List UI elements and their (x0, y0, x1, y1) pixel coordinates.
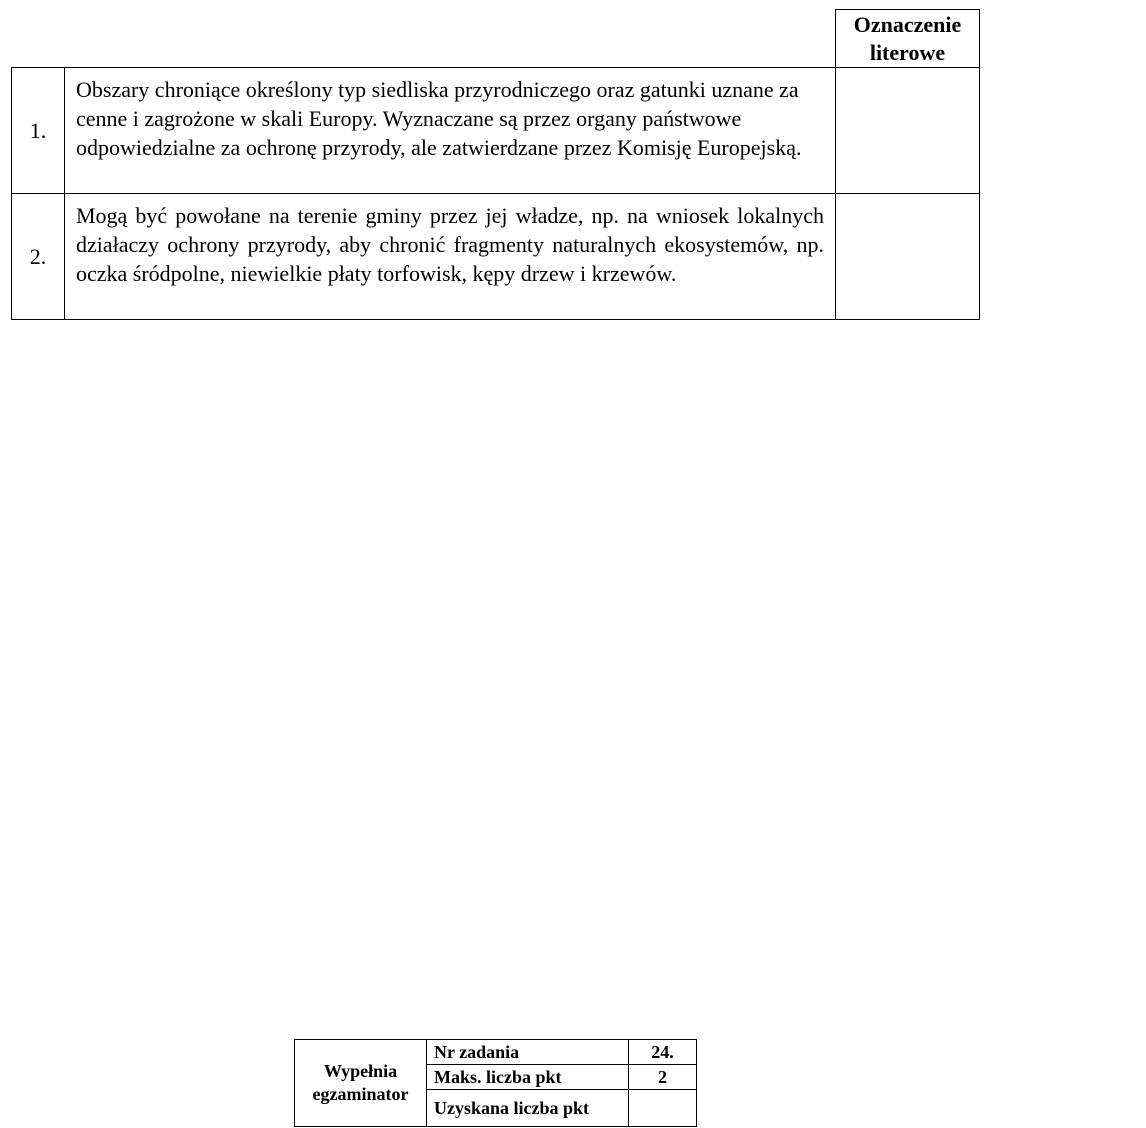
row-description: Obszary chroniące określony typ siedliska przyrodniczego oraz gatunki uznane za cenne i zagrożone w skali Europy. Wyznaczane są przez organy państwowe odpowiedzialne za ochronę przyrody, ale zatwierdzane przez Komisję Europejską. (76, 77, 802, 160)
examiner-label: Wypełnia egzaminator (312, 1061, 409, 1104)
answer-column-header: Oznaczenie literowe (853, 12, 962, 65)
task-number-value: 24. (651, 1041, 674, 1062)
task-number-label: Nr zadania (434, 1041, 520, 1062)
answer-cell[interactable] (836, 68, 979, 193)
max-points-label: Maks. liczba pkt (434, 1066, 562, 1087)
answer-cell[interactable] (836, 194, 979, 319)
obtained-points-label: Uzyskana liczba pkt (434, 1097, 590, 1118)
max-points-value: 2 (658, 1066, 667, 1087)
row-number: 2. (29, 243, 47, 269)
obtained-points-field[interactable] (629, 1090, 696, 1126)
row-number: 1. (29, 117, 47, 143)
row-description: Mogą być powołane na terenie gminy przez jej władze, np. na wniosek lokalnych działaczy ochrony przyrody, aby chronić fragmenty naturalnych ekosystemów, np. oczka śródpolne, niewielkie płaty torfowisk, kępy drzew i krzewów. (76, 203, 824, 286)
